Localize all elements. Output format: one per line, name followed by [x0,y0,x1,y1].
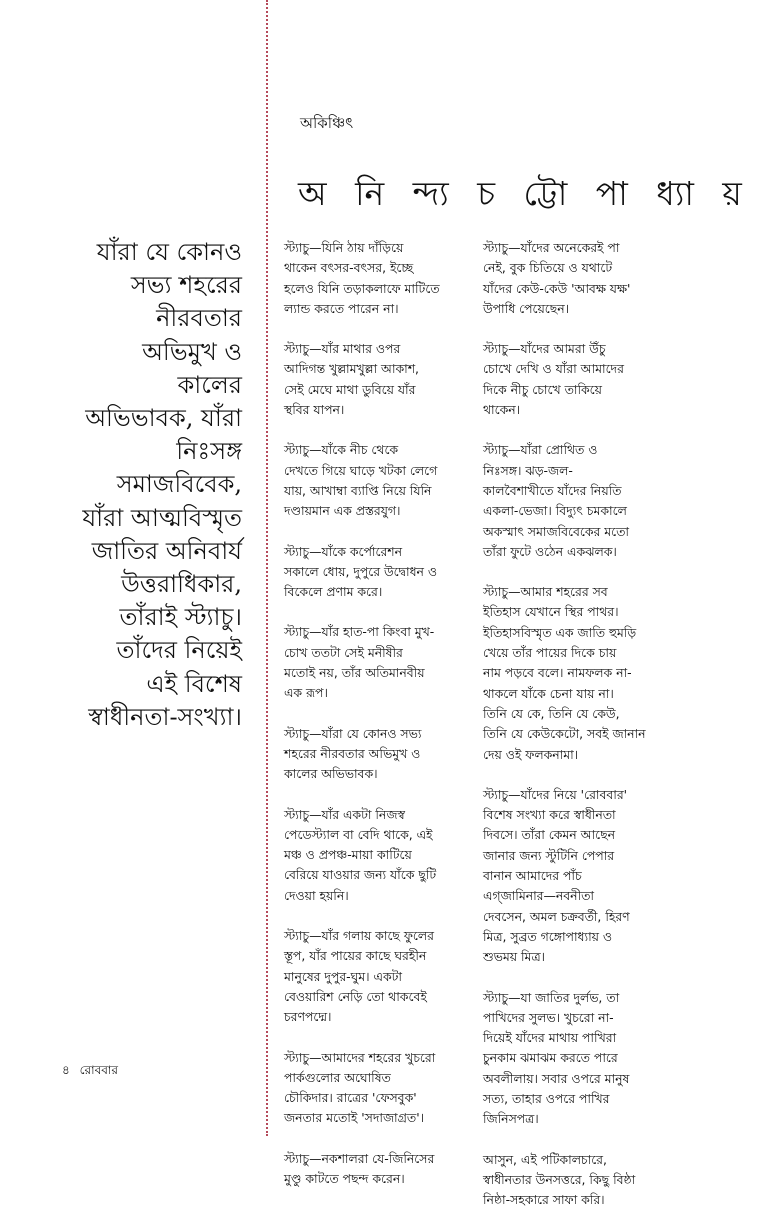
text-column-2 [483,238,663,1230]
pull-quote-line: যাঁরা যে কোনও [96,238,242,266]
paragraph-line: চোখে দেখি ও যাঁরা আমাদের [483,361,624,377]
paragraph-line: মুণ্ডু কাটতে পছন্দ করেন। [284,1170,405,1186]
pull-quote-line: সভ্য শহরের [130,271,242,300]
paragraph-line: পার্কগুলোর অঘোষিত [284,1069,391,1085]
paragraph [284,440,464,521]
paragraph-line: স্তূপ, যাঁর পায়ের কাছে ঘরহীন [284,948,427,964]
paragraph [284,542,464,603]
pull-quote-line: সমাজবিবেক, [116,470,242,499]
paragraph [284,622,464,703]
paragraph [483,1150,663,1211]
paragraph-line: অবলীলায়। সবার ওপরে মানুষ [483,1070,630,1086]
paragraph-line: স্ট্যাচু—যাঁদের আমরা উঁচু [483,341,606,357]
magazine-name: রোববার [79,1063,119,1077]
paragraph [284,1048,464,1129]
paragraph-line: হলেও যিনি তড়াকলাফে মাটিতে [284,280,440,296]
paragraph-line: স্ট্যাচু—যা জাতির দুর্লভ, তা [483,989,620,1005]
paragraph-line: বিকেলে প্রণাম করে। [284,584,383,600]
paragraph-line: শহরের নীরবতার অভিমুখ ও [284,745,421,761]
paragraph-line: সত্য, তাহার ওপরে পাখির [483,1090,610,1106]
paragraph-line: স্ট্যাচু—যাঁকে নীচ থেকে [284,442,399,458]
paragraph-line: দিকে নীচু চোখে তাকিয়ে [483,381,602,397]
pull-quote [12,236,242,734]
pull-quote-line: নিঃসঙ্গ [176,437,242,466]
column-divider [266,0,268,1136]
paragraph-line: তিনি যে কে, তিনি যে কেউ, [483,705,620,721]
paragraph-line: স্ট্যাচু—যাঁর মাথার ওপর [284,341,401,357]
paragraph-line: ইতিহাস যেখানে স্থির পাথর। [483,604,619,620]
paragraph-line: কালবৈশাখীতে যাঁদের নিয়তি [483,482,622,498]
pull-quote-line: তাঁদের নিয়েই [116,636,242,665]
paragraph-line: স্ট্যাচু—যিনি ঠায় দাঁড়িয়ে [284,240,404,255]
paragraph-line: মানুষের দুপুর-ঘুম। একটা [284,968,402,984]
paragraph-line: স্ট্যাচু—যাঁদের অনেকেরই পা [483,240,620,255]
paragraph-line: পাখিদের সুলভ। খুচরো না- [483,1009,614,1025]
paragraph-line: মঞ্চ ও প্রপঞ্চ-মায়া কাটিয়ে [284,847,412,863]
page-number: ৪ [62,1063,70,1077]
paragraph-line: কালের অভিভাবক। [284,766,378,782]
paragraph-line: একলা-ভেজা। বিদ্যুৎ চমকালে [483,503,627,519]
paragraph-line: স্বাধীনতার উনসত্তরে, কিছু বিষ্ঠা [483,1171,636,1187]
paragraph-line: নিঃসঙ্গ। ঝড়-জল- [483,462,573,478]
paragraph [483,988,663,1130]
pull-quote-line: যাঁরা আত্মবিস্মৃত [82,503,242,532]
paragraph [284,926,464,1027]
paragraph-line: চুনকাম ঝমাঝম করতে পারে [483,1050,618,1066]
paragraph-line: স্ট্যাচু—নকশালরা যে-জিনিসের [284,1150,435,1166]
paragraph [483,785,663,968]
paragraph-line: থাকেন বৎসর-বৎসর, ইচ্ছে [284,260,414,276]
paragraph-line: সেই মেঘে মাথা ডুবিয়ে যাঁর [284,381,416,397]
paragraph [483,582,663,765]
paragraph [483,339,663,420]
paragraph-line: দিয়েই যাঁদের মাথায় পাখিরা [483,1030,617,1046]
paragraph-line: স্ট্যাচু—যাঁর হাত-পা কিংবা মুখ- [284,624,435,640]
paragraph-line: থাকেন। [483,402,521,418]
paragraph-line: স্ট্যাচু—যাঁকে কর্পোরেশন [284,543,402,559]
paragraph-line: যাঁদের কেউ-কেউ 'আবক্ষ যক্ষ' [483,280,631,296]
paragraph-line: পেডেস্ট্যাল বা বেদি থাকে, এই [284,826,433,842]
paragraph [483,440,663,562]
pull-quote-line: জাতির অনিবার্য [91,536,242,565]
paragraph-line: চোখ ততটা সেই মনীষীর [284,644,403,660]
paragraph-line: চৌকিদার। রাত্রের 'ফেসবুক' [284,1090,417,1106]
paragraph [284,339,464,420]
paragraph-line: বিশেষ সংখ্যা করে স্বাধীনতা [483,807,616,823]
pull-quote-line: নীরবতার [156,304,242,333]
paragraph-line: নেই, বুক চিতিয়ে ও যথাটে [483,260,613,276]
pull-quote-line: কালের [177,370,242,399]
paragraph-line: জনতার মতোই 'সদাজাগ্রত'। [284,1110,425,1126]
paragraph [284,1149,464,1190]
paragraph-line: বেওয়ারিশ নেড়ি তো থাকবেই [284,988,427,1004]
paragraph-line: ইতিহাসবিস্মৃত এক জাতি হুমড়ি [483,624,637,640]
paragraph-line: জিনিসপত্র। [483,1111,539,1127]
paragraph-line: স্ট্যাচু—আমার শহরের সব [483,584,608,600]
paragraph-line: অকস্মাৎ সমাজবিবেকের মতো [483,523,629,539]
paragraph-line: এগ্‌জামিনার—নবনীতা [483,888,595,904]
paragraph-line: যায়, আখাম্বা ব্যাপ্তি নিয়ে যিনি [284,482,432,498]
paragraph-line: আসুন, এই পটিকালচারে, [483,1151,607,1167]
paragraph [284,805,464,906]
paragraph-line: দেখতে গিয়ে ঘাড়ে খটকা লেগে [284,462,438,478]
paragraph-line: জানার জন্য স্টুটিনি পেপার [483,847,615,863]
section-label: অকিঞ্চিৎ [300,114,354,132]
pull-quote-line: স্বাধীনতা-সংখ্যা। [88,702,242,731]
paragraph-line: বেরিয়ে যাওয়ার জন্য যাঁকে ছুটি [284,867,437,883]
paragraph-line: নাম পড়বে বলে। নামফলক না- [483,665,632,681]
paragraph [483,238,663,319]
paragraph-line: দেয় ওই ফলকনামা। [483,746,579,762]
paragraph-line: খেয়ে তাঁর পায়ের দিকে চায় [483,645,617,661]
paragraph-line: দিবসে। তাঁরা কেমন আছেন [483,827,615,843]
text-column-1 [284,238,464,1209]
paragraph-line: শুভময় মিত্র। [483,949,545,965]
paragraph-line: উপাধি পেয়েছেন। [483,300,570,316]
paragraph-line: তিনি যে কেউকেটো, সবই জানান [483,726,646,742]
paragraph-line: মতোই নয়, তাঁর অতিমানবীয় [284,665,425,681]
paragraph-line: স্ট্যাচু—যাঁদের নিয়ে 'রোববার' [483,786,628,802]
paragraph-line: স্ট্যাচু—যাঁর গলায় কাছে ফুলের [284,928,434,944]
paragraph-line: দেবসেন, অমল চক্রবর্তী, হিরণ [483,908,630,924]
paragraph-line: নিষ্ঠা-সহকারে সাফা করি। [483,1192,605,1208]
author-name: অ নি ন্দ্য চ ট্টো পা ধ্যা য় [298,174,751,213]
pull-quote-line: উত্তরাধিকার, [121,570,242,599]
paragraph-line: মিত্র, সুব্রত গঙ্গোপাধ্যায় ও [483,928,613,944]
pull-quote-line: অভিমুখ ও [142,337,242,366]
paragraph-line: স্ট্যাচু—যাঁরা প্রোথিত ও [483,442,598,458]
paragraph [284,724,464,785]
paragraph-line: থাকলে যাঁকে চেনা যায় না। [483,685,614,701]
paragraph-line: স্ট্যাচু—যাঁর একটা নিজস্ব [284,806,405,822]
paragraph-line: স্ট্যাচু—আমাদের শহরের খুচরো [284,1049,436,1065]
pull-quote-line: এই বিশেষ [146,669,242,698]
paragraph-line: দেওয়া হয়নি। [284,887,349,903]
paragraph-line: তাঁরা ফুটে ওঠেন একঝলক। [483,543,617,559]
paragraph [284,238,464,319]
paragraph-line: স্থবির যাপন। [284,402,345,418]
pull-quote-line: তাঁরাই স্ট্যাচু। [119,603,242,632]
paragraph-line: ল্যান্ড করতে পারেন না। [284,300,399,316]
paragraph-line: দণ্ডায়মান এক প্রস্তরযুগ। [284,503,401,519]
paragraph-line: বানান আমাদের পাঁচ [483,868,582,884]
paragraph-line: স্ট্যাচু—যাঁরা যে কোনও সভ্য [284,725,422,741]
page-footer [62,1062,124,1082]
paragraph-line: আদিগন্ত খুল্লামখুল্লা আকাশ, [284,361,419,377]
paragraph-line: এক রূপ। [284,685,328,701]
paragraph-line: চরণপদ্মে। [284,1009,332,1025]
pull-quote-line: অভিভাবক, যাঁরা [85,404,242,433]
paragraph-line: সকালে ধোয়, দুপুরে উদ্বোধন ও [284,563,437,579]
